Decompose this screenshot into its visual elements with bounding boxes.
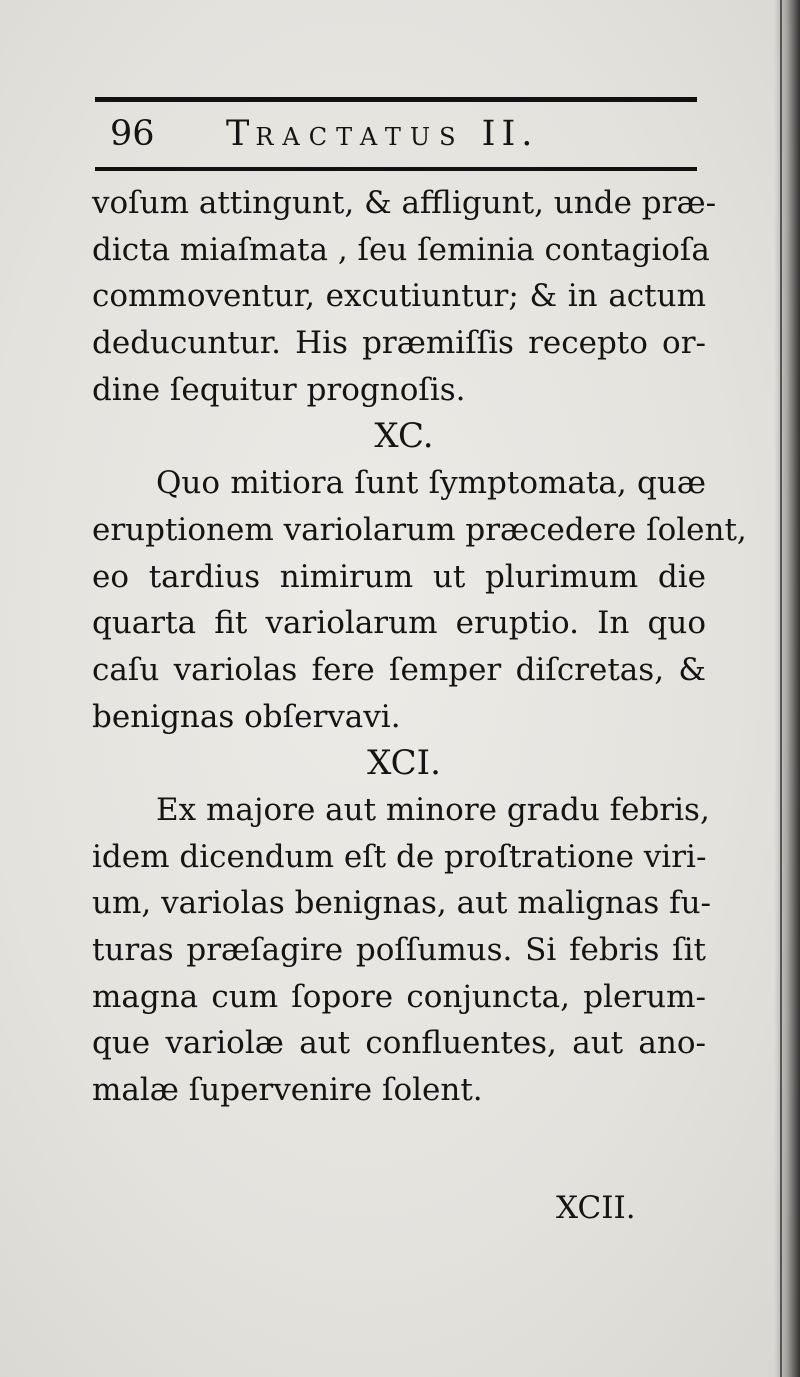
text-line: idem dicendum eſt de proſtratione viri- xyxy=(92,838,707,875)
text-line: magna cum ſopore conjuncta, plerum- xyxy=(92,978,706,1015)
text-line: turas præſagire poſſumus. Si febris ſit xyxy=(92,932,706,968)
text-line: commoventur, excutiuntur; & in actum xyxy=(92,278,706,315)
text-line: Quo mitiora ſunt ſymptomata, quæ xyxy=(156,465,706,502)
main-text xyxy=(92,180,747,1114)
header-rule-top xyxy=(95,97,697,102)
text-line: Ex majore aut minore gradu febris, xyxy=(156,791,710,828)
text-line: eo tardius nimirum ut plurimum die xyxy=(92,558,706,595)
text-line: quarta fit variolarum eruptio. In quo xyxy=(92,605,706,642)
section-number: XCI. xyxy=(367,743,441,784)
header-rule-bottom xyxy=(95,167,697,171)
gutter-edge xyxy=(780,0,782,1377)
text-line: malæ ſupervenire ſolent. xyxy=(92,1072,483,1109)
text-line: dicta miaſmata , ſeu ſeminia contagioſa xyxy=(92,231,710,268)
text-line: que variolæ aut confluentes, aut ano- xyxy=(92,1025,706,1062)
running-head xyxy=(110,112,630,156)
gutter-shadow xyxy=(774,0,800,1377)
text-line: voſum attingunt, & affligunt, unde præ- xyxy=(92,185,717,221)
running-title xyxy=(226,112,538,159)
text-line: caſu variolas fere ſemper diſcretas, & xyxy=(92,651,706,688)
running-title-number: II. xyxy=(481,114,539,154)
running-title-initial: T xyxy=(226,114,256,154)
text-line: dine ſequitur prognoſis. xyxy=(92,371,466,408)
catchword: XCII. xyxy=(556,1190,636,1226)
section-number: XC. xyxy=(374,416,434,457)
text-line: um, variolas benignas, aut malignas fu- xyxy=(92,885,712,922)
text-line: eruptionem variolarum præcedere ſolent, xyxy=(92,511,747,548)
page-number: 96 xyxy=(110,114,155,154)
text-line: benignas obſervavi. xyxy=(92,698,401,735)
running-title-smallcaps: RACTATUS xyxy=(255,123,465,151)
text-line: deducuntur. His præmiſſis recepto or- xyxy=(92,325,706,362)
